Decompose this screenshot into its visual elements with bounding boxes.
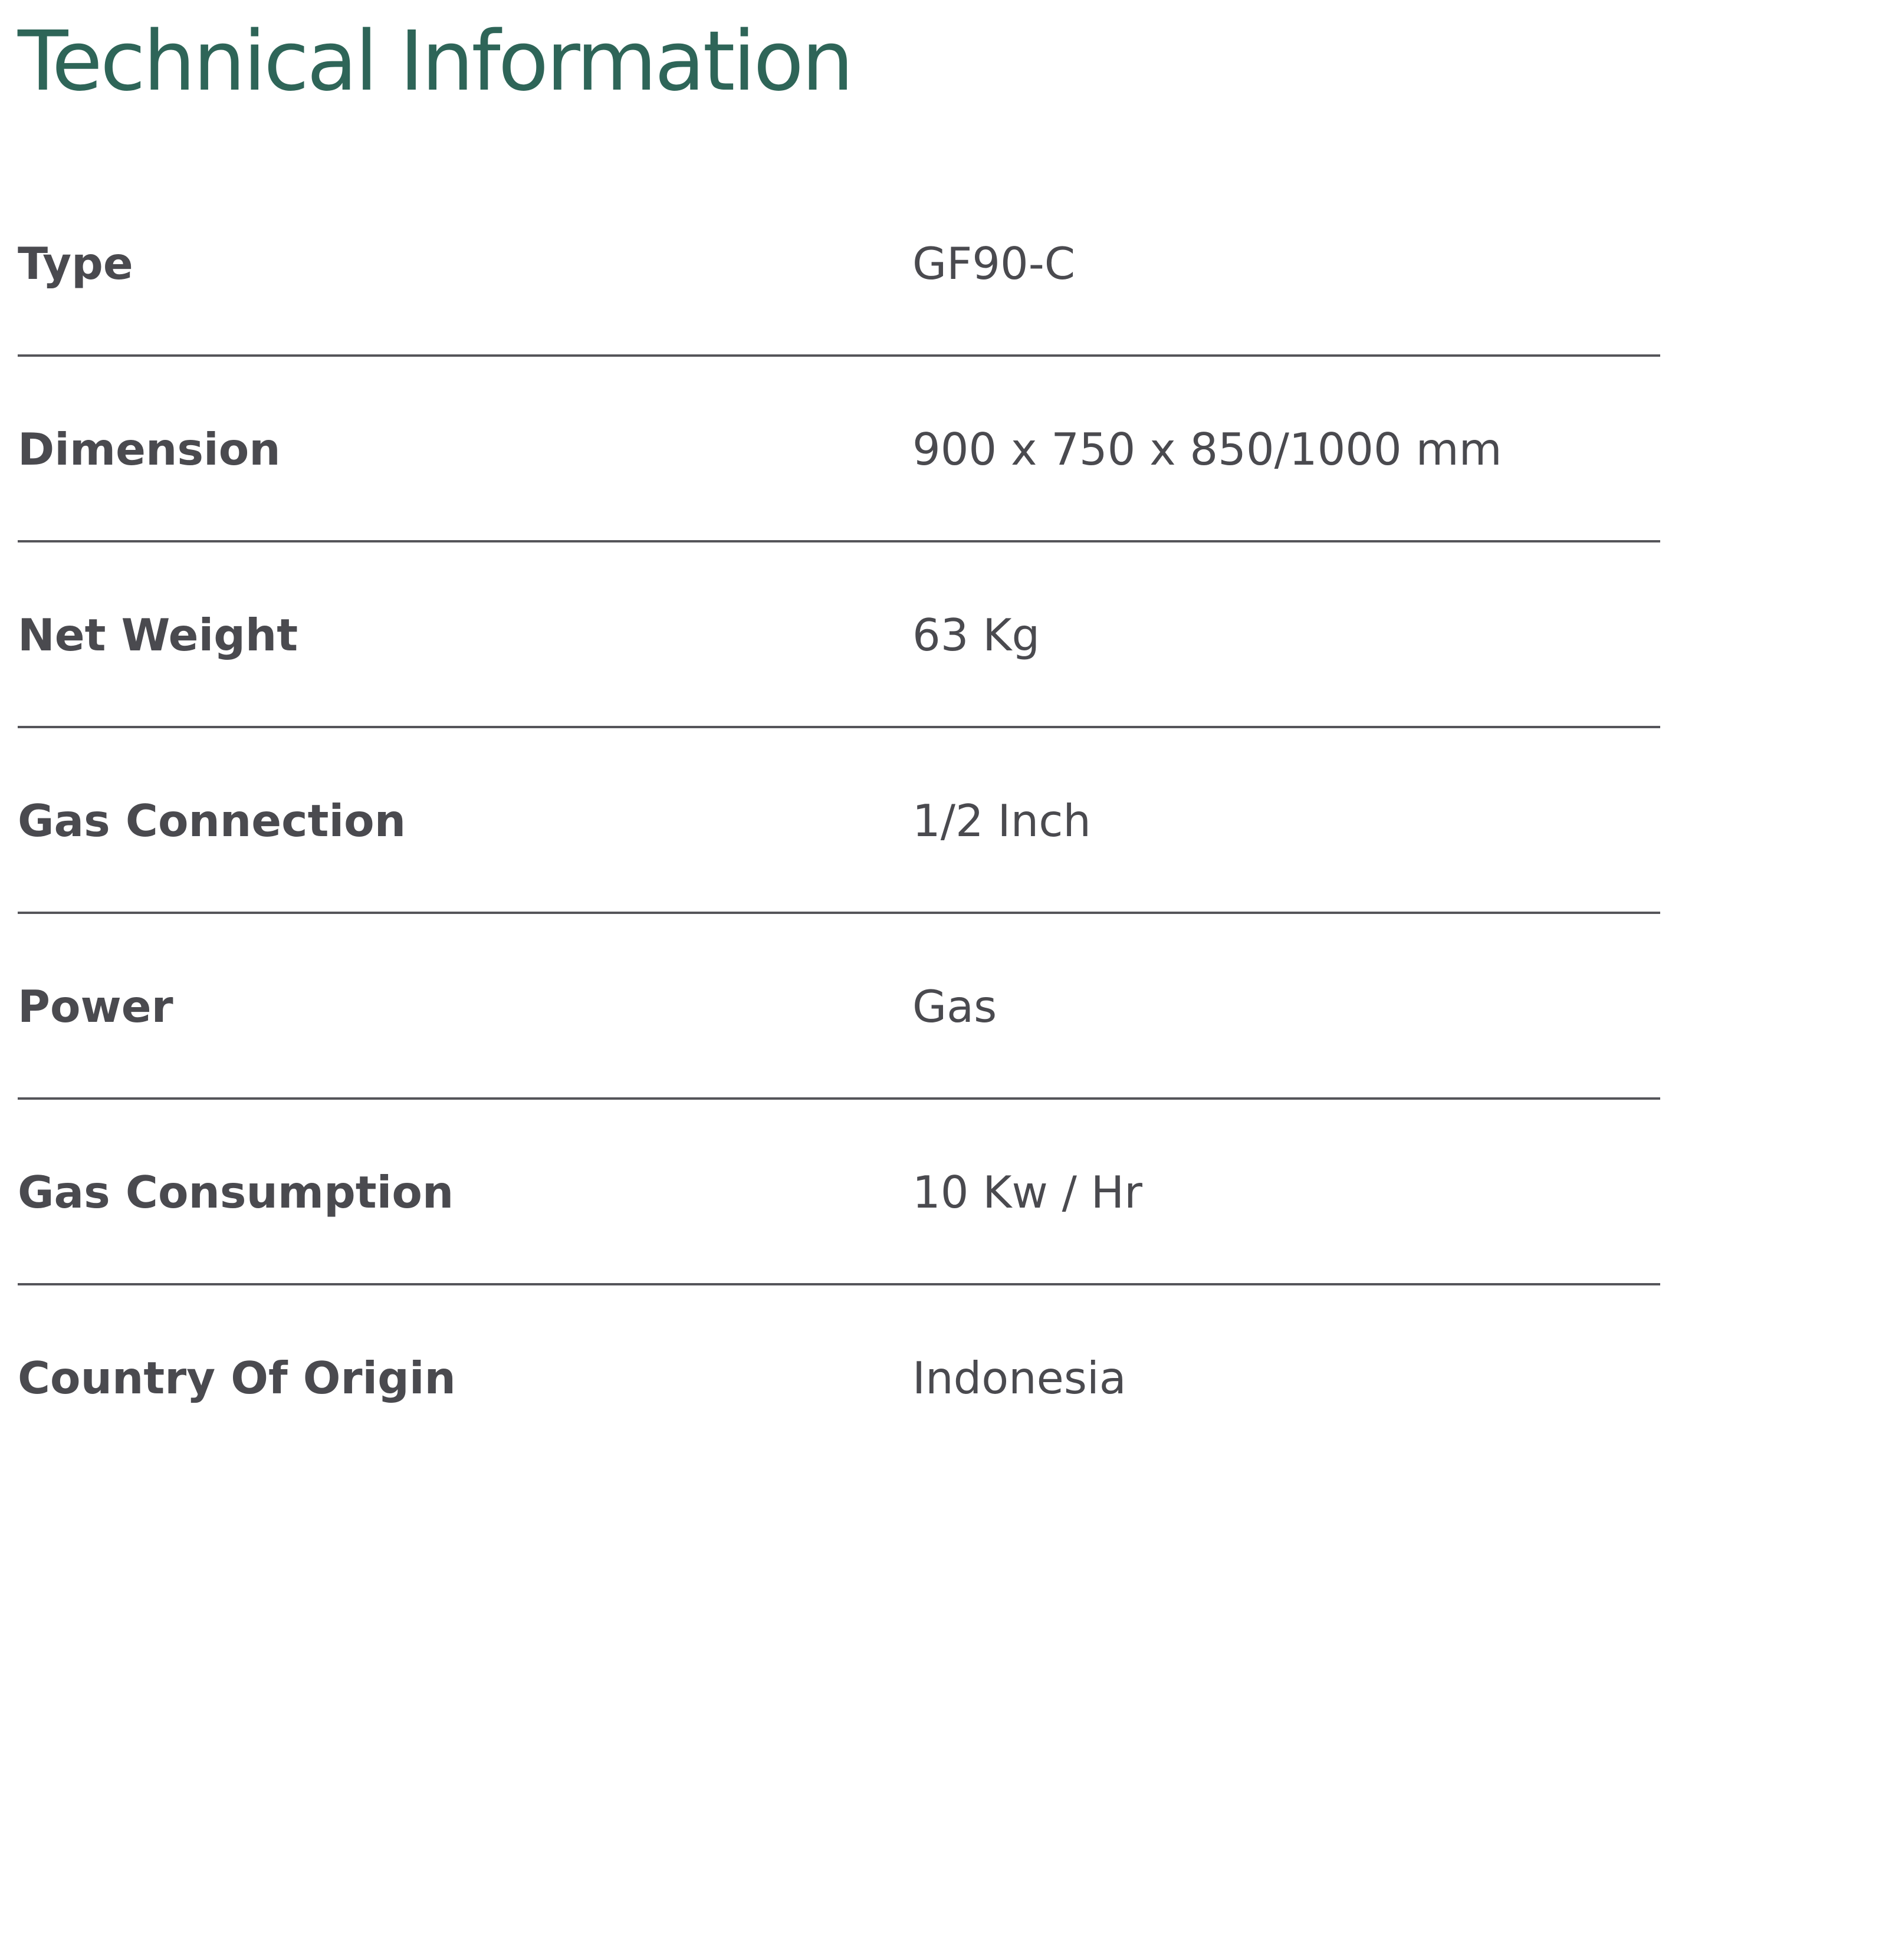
spec-value: 63 Kg	[912, 609, 1040, 661]
spec-value: 900 x 750 x 850/1000 mm	[912, 423, 1502, 475]
spec-value: Indonesia	[912, 1352, 1126, 1404]
spec-value: 1/2 Inch	[912, 795, 1091, 847]
spec-row-type	[18, 171, 1660, 357]
spec-row-net-weight	[18, 542, 1660, 728]
spec-row-gas-connection	[18, 728, 1660, 914]
spec-row-country-of-origin	[18, 1285, 1660, 1471]
spec-label: Dimension	[18, 423, 281, 475]
spec-row-dimension	[18, 357, 1660, 542]
spec-value: 10 Kw / Hr	[912, 1166, 1142, 1218]
spec-row-power	[18, 914, 1660, 1100]
spec-label: Power	[18, 981, 173, 1032]
spec-label: Type	[18, 238, 133, 290]
spec-label: Gas Connection	[18, 795, 406, 847]
page-title: Technical Information	[18, 14, 852, 110]
spec-label: Country Of Origin	[18, 1352, 456, 1404]
spec-label: Net Weight	[18, 609, 298, 661]
spec-value: Gas	[912, 981, 997, 1032]
spec-row-gas-consumption	[18, 1100, 1660, 1285]
spec-value: GF90-C	[912, 238, 1076, 290]
spec-label: Gas Consumption	[18, 1166, 454, 1218]
spec-table	[18, 171, 1660, 1471]
